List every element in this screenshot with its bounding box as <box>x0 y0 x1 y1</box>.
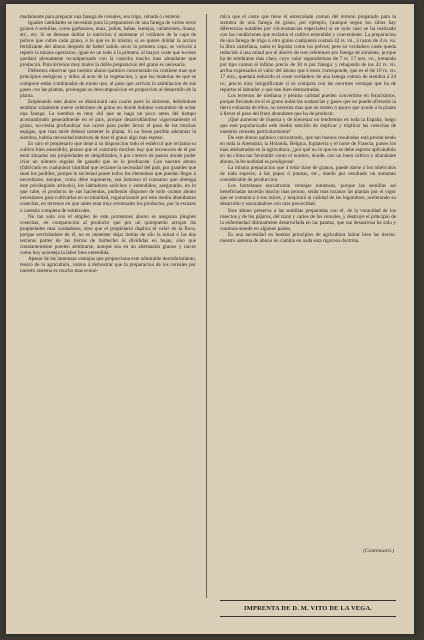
paragraph: Empleando este abono se disminuirá una cuarta parte la simiente, debiéndose sembrar solamente nueve celemines de grano en donde hubiese costumbre de echar una fanega. La siembra es muy útil que se haga un poco antes del tiempo acostumbrado generalmente en el país, porque desarrollándose vigorosamente el grano, no-cesita profundizar sus raices para poder llevar el paso de las muchas espigas, que mas tarde deberá sostener la planta. Si no fuese posible adelantar la siembra, habría necesidad entonces de tirar el grano algo mas espeso. <box>20 98 196 141</box>
printer-imprint: IMPRENTA DE D. M. VITO DE LA VEGA. <box>243 605 373 612</box>
paragraph: La misma preparacion que á toda clase de granos, puede darse á los tubérculos de toda especie, á las papas ó patatas, etc., dando por resultado un aumento considerable de produccion. <box>220 165 396 184</box>
paragraph: Este abono preserva á las semillas preparadas con él, de la voracidad de los insectos y de los pájaros, del tizon y caries de los cereales, y destruye el principio de la enfermedad últimamente desarrollada en las patatas, que tan desastrosa ha sido y continúa siendo en algunos países. <box>220 207 396 232</box>
paragraph: Los hortelanos encontrarán ventajas inmensas, porque las semillas así beneficiadas nacerán mucho mas pronto, serán mas lozanas las plantas por el vigor que se comunica á sus raices, y mejorará la calidad de las legumbres, acelerando su desarrollo y sazonándose con mas precocidad. <box>220 183 396 208</box>
paragraph: Debemos observar que nuestro abono químico concentrado no contiene mas que principios enérgicos y útiles al acto de la vegetacion, y que las materias de que se compone están combinadas de modo que, al paso que activan la asimilacion de sus gases con las plantas, prolongan su descomposicion en proporcion al desarrollo de la planta. <box>20 68 196 99</box>
paragraph: No tan solo con el empleo de este portentoso abono se aseguran pingües cosechas, en comparacion al producto que por un quinquenio arrojan las propiedades más cuidadosas, sino que el propietario duplica el valor de la finca, porque servirándose de él, no es menester dejar tierras de año la mitad ó las dos terceras partes de las tierras de barbecho ni divididas en hojas, sino que constantemente pueden sembrarse, aunque sea en un alternando granos y raíces como hoy aconseja la labor bien entendida. <box>20 213 196 256</box>
paragraph: Iguales cantidades se necesitan para la preparacion de una fanega de varios otros granos ó semillas, como garbanzos, maiz, judias, habas, lentejas, cañamones, linaza, etc., etc. Si se desease doblar la nutricion ó aumentar el volúmen de la capa de polvos que cubre cada grano, ó lo que es lo mismo, si se quiere doblar la accion fertilizante del abono después de haber salido secar la primera capa, se volverá á repetir la misma operacion, igual en un todo á la primera; al mayor coste que tuviere quedará plenamente recompensado con la cosecha mucho mas abundante que producirá. Para terrenos muy malos la doble preparacion del grano es necesaria. <box>20 20 196 69</box>
paragraph: Los terrenos de mediana y pésima calidad pueden convertirse en feracísimos, porque llevando en sí el grano todas las sustancias y gases que no puede ofrecerle la tierra exhausta de ellos, no necesita mas que un sostén ó apoyo que ayude á la planta á llevar el peso del fruto abundante que ha de producir. <box>220 92 396 117</box>
left-column <box>20 14 196 274</box>
paragraph: ¡Qué aumento de riqueza y de bienestar no tendremos en toda la España, luego que esté popularizado este medio sencillo de duplicar y triplicar las cosechas de nuestros cereales particularmente! <box>220 116 396 135</box>
imprint-rule-bottom <box>220 616 396 617</box>
imprint-rule-top <box>220 600 396 601</box>
paragraph: Apesar de las inmensas ventajas que proporciona este admirable descubrimiento, tesoro de la agricultura, vamos á demostrar que la preparacion de los cereales por nuestro sistema es mucho mas econó- <box>20 255 196 274</box>
newspaper-page <box>6 4 414 634</box>
right-column <box>220 14 396 244</box>
paragraph: mica que el coste que tiene el estercolado comun del terreno preparado para la siembra de una fanega de grano, por ejemplo, (aunque segun los sitios hay diferencias notables por circunstancias especiales) si en todo caso se ha realizado con las condiciones que reclama el cultivo entendido y conveniente. La preparacion de una fanega de trigo ú otro grano cualquiera costará 42 rs. vn., á razon de 4 rs. va. la libra castellana, tanto el líquido como los polvos; pero su verdadero coste queda reducido á una mitad por el ahorro de tres celemines por fanega de simiente, porque ha de sembrarse mas claro, cuyo valor supondremos de 7 rs. 17 mrs. vn., tomando por tipo comun el infimo precio de 30 rs por fanega; y rebajando de los 42 rs. vn. arriba expresados el valor del abono que á estos corresponde, que es el de 10 rs. vn. 17 mrs., quedará reducido el coste verdadero de una fanega comun de siembra á 24 rs.; precio muy insignificante si se compara con las enormes ventajas que ha de reportar el labrador y que dan bien demostradas. <box>220 14 396 93</box>
column-divider <box>206 14 207 598</box>
continuation-note: (Continuará.) <box>363 548 394 554</box>
paragraph: Es caro el propietario que tiene á su disposicion todo el estiércol que reclama su cultivo bien entendido, pienso que el contrario muchos hay que reconocen de él por estar situadas sus propiedades en despoblados, ó por carecer de pastos donde poder criar un número regular de ganado que se lo produzcan. Con nuestro abono (fabricado en cualquiera cantidad que reclame la necesidad del país, por grandes que sean los pedidos, porque la sociedad posee todos los elementos que puedan llegar á necesitarse, aunque, como debe suponerse, sea inmenso el consumo que obtenga este privilegiado articulo), los labradores solícitos y entendidos, asegurarán, en lo que cabe, el producto de sus haciendas, pudiendo disponer de todo cuanto abono necesitaren para cultivarlas en su totalidad, regularizando por este medio abundantes cosechas, en terrenos en que antes eran muy eventuales los productos, por la escasez ó carestia completa de estiércoles. <box>20 140 196 214</box>
paragraph: madamente para preparar una fanega de cereales, sea trigo, cebada ó centeno. <box>20 14 181 20</box>
paragraph: Es una necesidad en buenos principios de agricultura labrar bien las tierras: nuestro sistema de abono no cambia en nada esta rigorosa doctrina. <box>220 231 396 244</box>
paragraph: De este abono químico concentrado, que tan buenos resultados está produciendo en toda la Alemania, la Holanda, Bélgica, Inglaterra y el norte de Francia, países los mas adelantados en la agricultura; ¿por qué no lo que en se debe esperar aplicándolo en un clima tan favorable como el nuestro, donde, con un buen cultivo y abundante abono, la fecundidad es prodigiosa! <box>220 134 396 166</box>
